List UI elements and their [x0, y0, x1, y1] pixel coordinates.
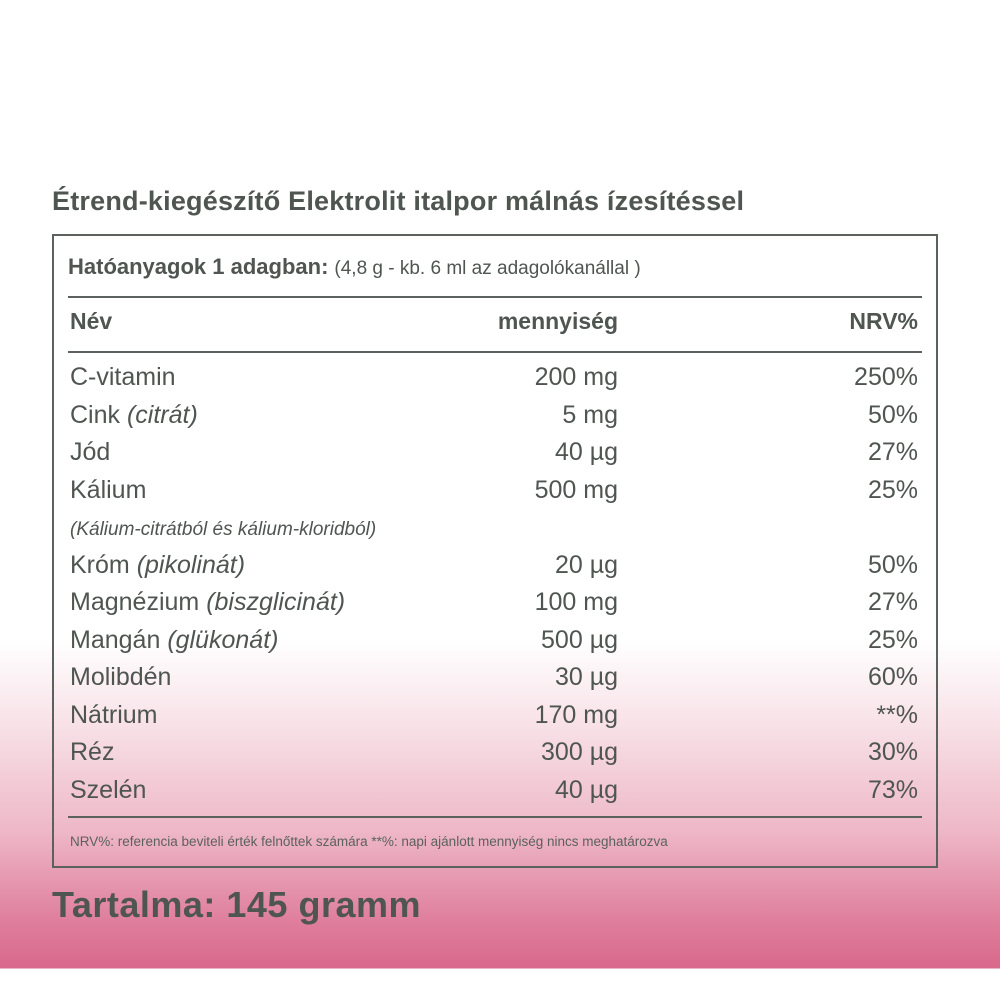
- ingredient-amount: 500 µg: [541, 625, 618, 654]
- ingredient-nrv: 30%: [867, 738, 918, 766]
- nrv-footnote: NRV%: referencia beviteli érték felnőttek számára **%: napi ajánlott mennyiség nincs meghatározva: [70, 834, 668, 849]
- ingredient-nrv: 73%: [867, 775, 918, 804]
- serving-info: [68, 254, 641, 280]
- ingredient-name: Molibdén: [70, 663, 172, 691]
- ingredient-nrv: 27%: [867, 588, 918, 616]
- ingredient-table: [54, 361, 936, 811]
- ingredient-amount: 40 µg: [554, 775, 618, 804]
- ingredient-amount: 30 µg: [554, 663, 618, 691]
- table-row: [54, 436, 936, 474]
- column-header-amount: mennyiség: [497, 308, 618, 334]
- ingredient-amount: 170 mg: [534, 700, 618, 729]
- ingredient-amount: 20 µg: [554, 550, 618, 579]
- ingredient-amount: 40 µg: [554, 438, 618, 466]
- divider-top: [68, 296, 922, 298]
- ingredient-name: Szelén: [70, 775, 147, 804]
- ingredient-amount: 500 mg: [534, 475, 618, 504]
- ingredient-name: Magnézium (biszglicinát): [70, 588, 346, 616]
- product-title: Étrend-kiegészítő Elektrolit italpor málnás ízesítéssel: [52, 186, 745, 216]
- ingredient-amount: 300 µg: [541, 738, 618, 766]
- ingredient-nrv: 50%: [867, 550, 918, 579]
- ingredient-name: Kálium: [70, 475, 147, 504]
- ingredient-nrv: 25%: [867, 475, 918, 504]
- nutrition-panel: [52, 234, 938, 868]
- ingredient-amount: 100 mg: [534, 588, 618, 616]
- ingredient-name: Cink (citrát): [70, 400, 198, 429]
- serving-detail: (4,8 g - kb. 6 ml az adagolókanállal ): [334, 258, 641, 279]
- ingredient-nrv: 27%: [867, 438, 918, 466]
- ingredient-name: Nátrium: [70, 700, 158, 729]
- table-row: [54, 736, 936, 774]
- ingredient-name: Réz: [70, 738, 115, 766]
- table-row: [54, 774, 936, 812]
- serving-label: Hatóanyagok 1 adagban:: [68, 254, 329, 279]
- ingredient-form: (citrát): [126, 400, 198, 429]
- divider-bottom: [68, 816, 922, 818]
- table-note-row: [54, 511, 936, 549]
- ingredient-amount: 200 mg: [534, 363, 618, 391]
- table-row: [54, 586, 936, 624]
- table-row: [54, 549, 936, 587]
- column-header-name: Név: [70, 308, 113, 334]
- ingredient-nrv: 50%: [867, 400, 918, 429]
- ingredient-nrv: 60%: [867, 663, 918, 691]
- ingredient-form: (pikolinát): [136, 550, 246, 579]
- table-row: [54, 661, 936, 699]
- ingredient-name: Jód: [70, 438, 111, 466]
- ingredient-amount: 5 mg: [562, 400, 618, 429]
- net-content: Tartalma: 145 gramm: [52, 884, 421, 925]
- table-row: [54, 699, 936, 737]
- divider-header: [68, 351, 922, 353]
- column-header-nrv: NRV%: [849, 308, 918, 334]
- ingredient-nrv: 250%: [854, 363, 918, 391]
- ingredient-name: Mangán (glükonát): [70, 625, 279, 654]
- ingredient-name: Króm (pikolinát): [70, 550, 246, 579]
- table-row: [54, 474, 936, 512]
- ingredient-nrv: **%: [876, 700, 918, 729]
- table-row: [54, 399, 936, 437]
- ingredient-form: (glükonát): [167, 625, 279, 654]
- potassium-source-note: (Kálium-citrátból és kálium-kloridból): [70, 519, 377, 540]
- ingredient-nrv: 25%: [867, 625, 918, 654]
- table-row: [54, 624, 936, 662]
- table-row: [54, 361, 936, 399]
- ingredient-form: (biszglicinát): [206, 588, 346, 616]
- ingredient-name: C-vitamin: [70, 363, 176, 391]
